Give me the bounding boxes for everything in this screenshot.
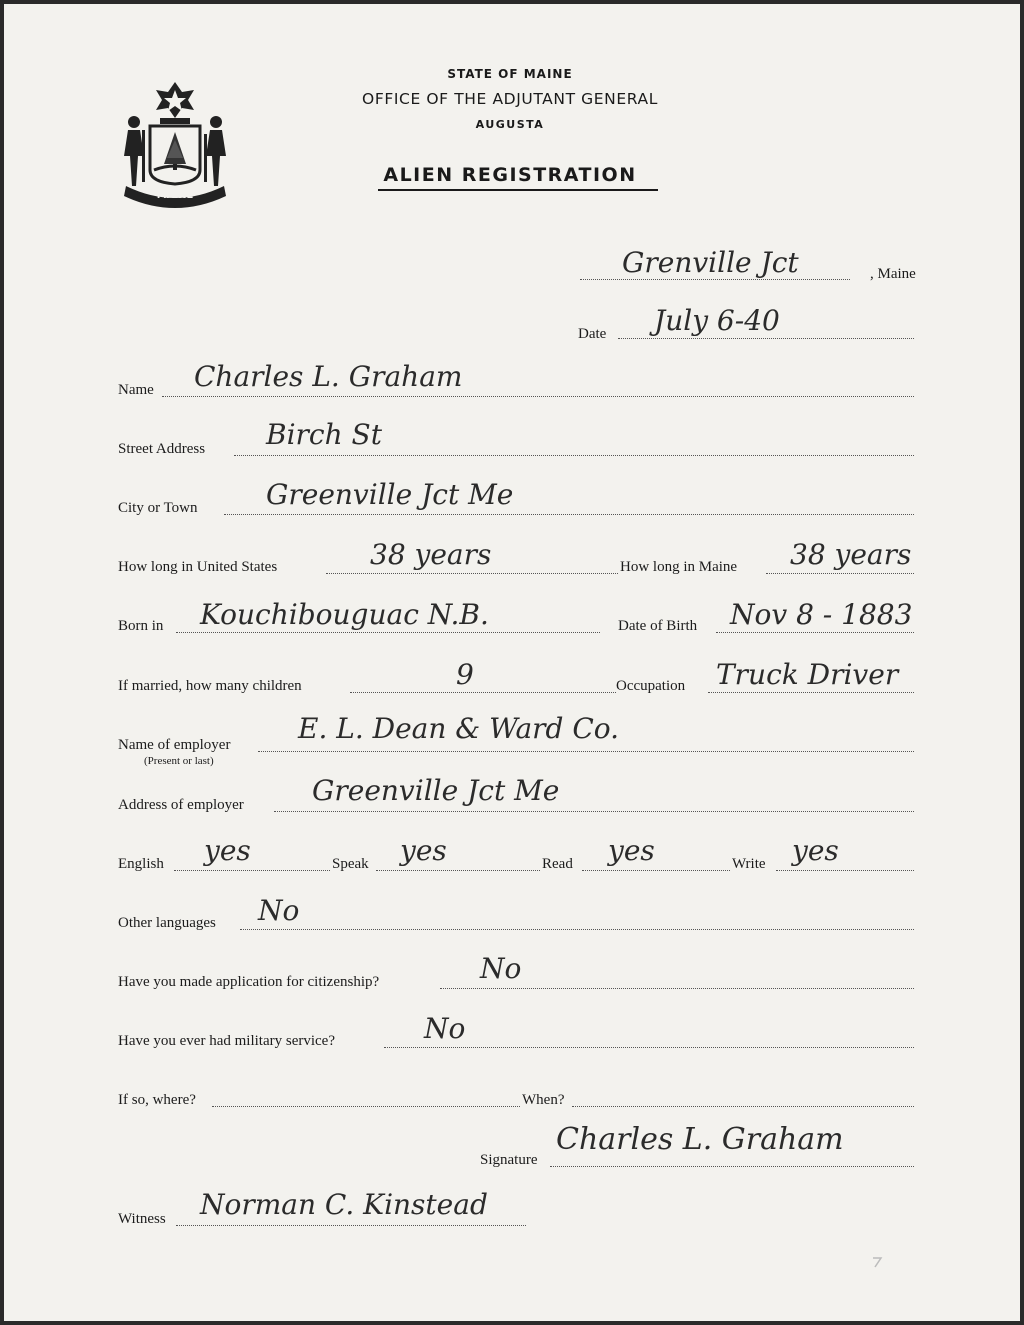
military-service-entry: No: [424, 1012, 466, 1045]
read-label: Read: [542, 856, 573, 872]
date-entry: July 6-40: [654, 304, 780, 337]
how-long-maine-field-line: [766, 573, 914, 574]
english-entry: yes: [204, 834, 251, 867]
signature-field-line: [550, 1166, 914, 1167]
alien-registration-form: [4, 4, 1020, 1321]
english-label: English: [118, 856, 164, 872]
date-of-birth-entry: Nov 8 - 1883: [730, 598, 913, 631]
city-heading: AUGUSTA: [475, 118, 545, 131]
read-field-line: [582, 870, 730, 871]
name-entry: Charles L. Graham: [194, 360, 463, 393]
speak-label: Speak: [332, 856, 369, 872]
write-entry: yes: [792, 834, 839, 867]
title-underline: [378, 189, 658, 191]
street-address-label: Street Address: [118, 441, 206, 457]
occupation-label: Occupation: [616, 678, 686, 694]
military-service-field-line: [384, 1047, 914, 1048]
employer-address-label: Address of employer: [118, 797, 244, 813]
speak-field-line: [376, 870, 540, 871]
other-languages-label: Other languages: [118, 915, 216, 931]
born-in-field-line: [176, 632, 600, 633]
witness-label: Witness: [118, 1211, 166, 1227]
write-field-line: [776, 870, 914, 871]
children-field-line: [350, 692, 616, 693]
date-of-birth-field-line: [716, 632, 914, 633]
occupation-entry: Truck Driver: [716, 658, 899, 691]
signature-label: Signature: [480, 1152, 538, 1168]
write-label: Write: [732, 856, 766, 872]
employer-address-entry: Greenville Jct Me: [312, 774, 560, 807]
faint-mark: [870, 1255, 890, 1269]
other-languages-entry: No: [258, 894, 300, 927]
state-heading: STATE OF MAINE: [447, 67, 573, 81]
street-address-entry: Birch St: [266, 418, 382, 451]
other-languages-field-line: [240, 929, 914, 930]
how-long-maine-entry: 38 years: [790, 538, 912, 571]
born-in-entry: Kouchibouguac N.B.: [200, 598, 489, 631]
city-or-town-entry: Greenville Jct Me: [266, 478, 514, 511]
read-entry: yes: [608, 834, 655, 867]
employer-sublabel: (Present or last): [144, 755, 214, 767]
witness-entry: Norman C. Kinstead: [200, 1188, 488, 1221]
street-address-field-line: [234, 455, 914, 456]
how-long-maine-label: How long in Maine: [620, 559, 738, 575]
where-label: If so, where?: [118, 1092, 196, 1108]
date-label: Date: [578, 326, 607, 342]
how-long-us-entry: 38 years: [370, 538, 492, 571]
children-entry: 9: [456, 658, 474, 691]
name-field-line: [162, 396, 914, 397]
date-of-birth-label: Date of Birth: [618, 618, 698, 634]
how-long-us-label: How long in United States: [118, 559, 278, 575]
town-field-line: [580, 279, 850, 280]
employer-address-field-line: [274, 811, 914, 812]
speak-entry: yes: [400, 834, 447, 867]
where-field-line: [212, 1106, 520, 1107]
citizenship-field-line: [440, 988, 914, 989]
signature-entry: Charles L. Graham: [556, 1122, 844, 1157]
town-entry: Grenville Jct: [622, 246, 799, 279]
born-in-label: Born in: [118, 618, 164, 634]
citizenship-label: Have you made application for citizenship?: [118, 974, 380, 990]
seal-banner-text: MAINE: [156, 190, 194, 201]
city-or-town-field-line: [224, 514, 914, 515]
when-field-line: [572, 1106, 914, 1107]
occupation-field-line: [708, 692, 914, 693]
children-label: If married, how many children: [118, 678, 302, 694]
employer-label: Name of employer: [118, 737, 231, 753]
name-label: Name: [118, 382, 154, 398]
citizenship-entry: No: [480, 952, 522, 985]
form-title: ALIEN REGISTRATION: [383, 164, 637, 186]
military-service-label: Have you ever had military service?: [118, 1033, 335, 1049]
maine-suffix-label: , Maine: [870, 266, 916, 282]
city-or-town-label: City or Town: [118, 500, 198, 516]
date-field-line: [618, 338, 914, 339]
employer-field-line: [258, 751, 914, 752]
how-long-us-field-line: [326, 573, 618, 574]
english-field-line: [174, 870, 330, 871]
when-label: When?: [522, 1092, 565, 1108]
employer-entry: E. L. Dean & Ward Co.: [298, 712, 620, 745]
office-heading: OFFICE OF THE ADJUTANT GENERAL: [362, 90, 658, 108]
witness-field-line: [176, 1225, 526, 1226]
